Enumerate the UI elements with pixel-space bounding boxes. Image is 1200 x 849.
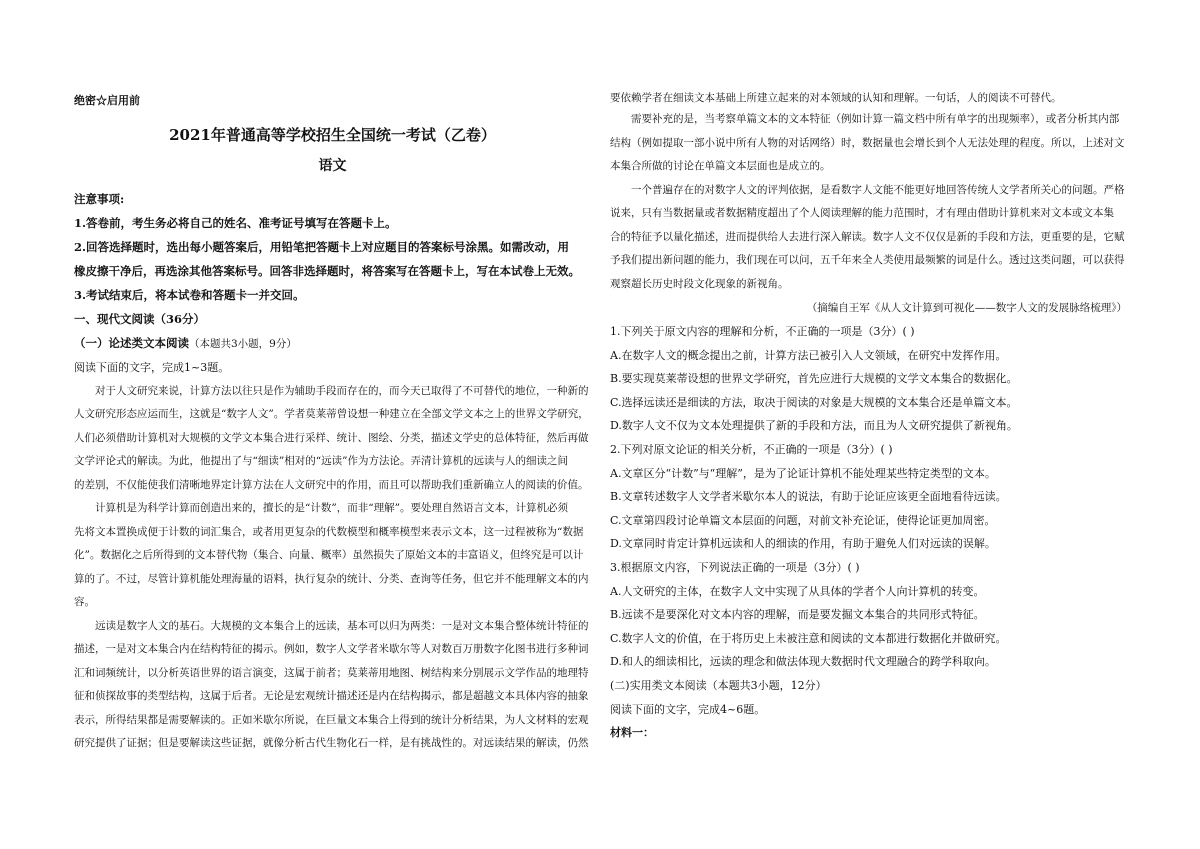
passage-paragraph <box>610 179 1127 297</box>
question-3 <box>610 556 1127 674</box>
question-option: B.文章转述数字人文学者米歇尔本人的说法，有助于论证应该更全面地看待远读。 <box>610 490 1007 504</box>
passage-paragraph <box>610 108 1127 179</box>
question-option: C.选择远读还是细读的方法，取决于阅读的对象是大规模的文本集合还是单篇文本。 <box>610 395 1018 409</box>
question-option: C.文章第四段讨论单篇文本层面的问题，对前文补充论证，使得论证更加周密。 <box>610 513 996 527</box>
passage-line: 一个普遍存在的对数字人文的评判依据，是看数字人文能不能更好地回答传统人文学者所关心的问题。严格 <box>631 183 1125 196</box>
passage-line: 化”。数据化之后所得到的文本替代物（集合、向量、概率）虽然损失了原始文本的丰富语义，但终究是可以计 <box>74 549 584 562</box>
passage-paragraph <box>74 615 591 756</box>
section-heading: 一、现代文阅读（36分） <box>74 312 206 326</box>
reading-instruction: 阅读下面的文字，完成1~3题。 <box>74 361 230 374</box>
passage-line: 合的特征予以量化描述，进而提供给人去进行深入解读。数字人文不仅仅是新的手段和方法，更重要的是，它赋 <box>610 230 1125 243</box>
left-column <box>74 88 591 756</box>
passage-line: 的差别，不仅能使我们清晰地界定计算方法在人文研究中的作用，而且可以帮助我们重新确立人的阅读的价值。 <box>74 478 589 491</box>
passage-line: 远读是数字人文的基石。大规模的文本集合上的远读，基本可以归为两类：一是对文本集合整体统计特征的 <box>95 619 589 632</box>
question-option: D.文章同时肯定计算机远读和人的细读的作用，有助于避免人们对远读的误解。 <box>610 537 996 551</box>
question-option: B.要实现莫莱蒂设想的世界文学研究，首先应进行大规模的文学文本集合的数据化。 <box>610 372 1018 386</box>
notice-line: 1.答卷前，考生务必将自己的姓名、准考证号填写在答题卡上。 <box>74 216 397 230</box>
question-stem: 2.下列对原文论证的相关分析，不正确的一项是（3分）( ) <box>610 442 893 456</box>
question-option: B.远读不是要深化对文本内容的理解，而是要发掘文本集合的共同形式特征。 <box>610 608 985 622</box>
passage-line: 文学评论式的解读。为此，他提出了与“细读”相对的“远读”作为方法论。弄清计算机的远读与人的细读之间 <box>74 455 568 468</box>
subsection-heading <box>74 331 591 356</box>
question-1 <box>610 320 1127 438</box>
passage-line: 征和侦探故事的类型结构，这属于后者。无论是宏观统计描述还是内在结构揭示，都是超越文本具体内容的抽象 <box>74 690 589 703</box>
passage-line: 计算机是为科学计算而创造出来的，擅长的是“计数”，而非“理解”。要处理自然语言文本，计算机必须 <box>95 502 568 515</box>
passage-source: （摘编自王军《从人文计算到可视化——数字人文的发展脉络梳理》） <box>806 302 1127 314</box>
confidential-mark: 绝密☆启用前 <box>74 94 140 107</box>
passage-line: 研究提供了证据；但是要解读这些证据，就像分析古代生物化石一样，是有挑战性的。对远读结果的解读，仍然 <box>74 737 589 750</box>
notice-line: 2.回答选择题时，选出每小题答案后，用铅笔把答题卡上对应题目的答案标号涂黑。如需改动，用 <box>74 240 570 254</box>
passage-line: 描述，一是对文本集合内在结构特征的揭示。例如，数字人文学者米歇尔等人对数百万册数字化图书进行多种词 <box>74 643 589 656</box>
question-option: A.在数字人文的概念提出之前，计算方法已被引入人文领域，在研究中发挥作用。 <box>610 348 1007 362</box>
passage-line: 需要补充的是，当考察单篇文本的文本特征（例如计算一篇文档中所有单字的出现频率），或者分析其内部 <box>631 113 1120 125</box>
subsection-note: （本题共3小题，9分） <box>189 338 297 350</box>
passage-line: 容。 <box>74 596 95 609</box>
question-stem: 3.根据原文内容，下列说法正确的一项是（3分）( ) <box>610 560 860 574</box>
question-stem: 1.下列关于原文内容的理解和分析，不正确的一项是（3分）( ) <box>610 325 915 338</box>
question-option: C.数字人文的价值，在于将历史上未被注意和阅读的文本都进行数据化并做研究。 <box>610 631 1007 645</box>
material-label: 材料一： <box>610 726 654 740</box>
section-2-heading: (二)实用类文本阅读（本题共3小题，12分） <box>610 678 827 692</box>
question-option: D.数字人文不仅为文本处理提供了新的手段和方法，而且为人文研究提供了新视角。 <box>610 419 1018 433</box>
passage-line: 本集合所做的讨论在单篇文本层面也是成立的。 <box>610 160 831 172</box>
passage-line: 表示，所得结果都是需要解读的。正如米歇尔所说，在巨量文本集合上得到的统计分析结果，为人文材料的宏观 <box>74 713 589 726</box>
exam-title: 2021年普通高等学校招生全国统一考试（乙卷） <box>169 126 496 144</box>
passage-line: 算的了。不过，尽管计算机能处理海量的语料，执行复杂的统计、分类、查询等任务，但它并不能理解文本的内 <box>74 572 589 585</box>
passage-line: 对于人文研究来说，计算方法以往只是作为辅助手段而存在的，而今天已取得了不可替代的地位，一种新的 <box>95 384 589 397</box>
passage-line: 要依赖学者在细读文本基础上所建立起来的对本领域的认知和理解。一句话，人的阅读不可替代。 <box>610 92 1062 104</box>
passage-line: 汇和词频统计，以分析英语世界的语言演变，这属于前者；莫莱蒂用地图、树结构来分别展示文学作品的地理特 <box>74 666 589 679</box>
notice-block <box>74 187 591 307</box>
question-option: D.和人的细读相比，远读的理念和做法体现大数据时代文理融合的跨学科取向。 <box>610 655 996 669</box>
subject-title: 语文 <box>318 158 347 174</box>
right-column <box>610 88 1127 745</box>
notice-heading: 注意事项: <box>74 192 125 206</box>
passage-paragraph <box>74 380 591 498</box>
notice-line: 橡皮擦干净后，再选涂其他答案标号。回答非选择题时，将答案写在答题卡上，写在本试卷上无效。 <box>74 264 580 278</box>
passage-line: 结构（例如提取一部小说中所有人物的对话网络）时，数据量也会增长到个人无法处理的程度。所以，上述对文 <box>610 136 1125 149</box>
question-2 <box>610 438 1127 556</box>
notice-line: 3.考试结束后，将本试卷和答题卡一并交回。 <box>74 288 305 302</box>
question-option: A.文章区分“计数”与“理解”，是为了论证计算机不能处理某些特定类型的文本。 <box>610 466 996 480</box>
question-option: A.人文研究的主体，在数字人文中实现了从具体的学者个人向计算机的转变。 <box>610 584 985 598</box>
passage-line: 予我们提出新问题的能力，我们现在可以问，五千年来全人类使用最频繁的词是什么。透过这类问题，可以获得 <box>610 254 1125 266</box>
passage-line: 人们必须借助计算机对大规模的文学文本集合进行采样、统计、图绘、分类，描述文学史的总体特征，然后再做 <box>74 431 589 444</box>
passage-line: 说来，只有当数据量或者数据精度超出了个人阅读理解的能力范围时，才有理由借助计算机来对文本或文本集 <box>610 207 1114 219</box>
passage-line: 观察超长历史时段文化现象的新视角。 <box>610 277 789 290</box>
section-2-instruction: 阅读下面的文字，完成4~6题。 <box>610 702 766 716</box>
passage-line: 先将文本置换成便于计数的词汇集合，或者用更复杂的代数模型和概率模型来表示文本，这一过程被称为“数据 <box>74 525 584 538</box>
subsection-title: （一）论述类文本阅读 <box>74 336 189 350</box>
passage-line: 人文研究形态应运而生，这就是“数字人文”。学者莫莱蒂曾设想一种建立在全部文学文本之上的世界文学研究， <box>74 408 589 421</box>
passage-paragraph <box>74 497 591 615</box>
